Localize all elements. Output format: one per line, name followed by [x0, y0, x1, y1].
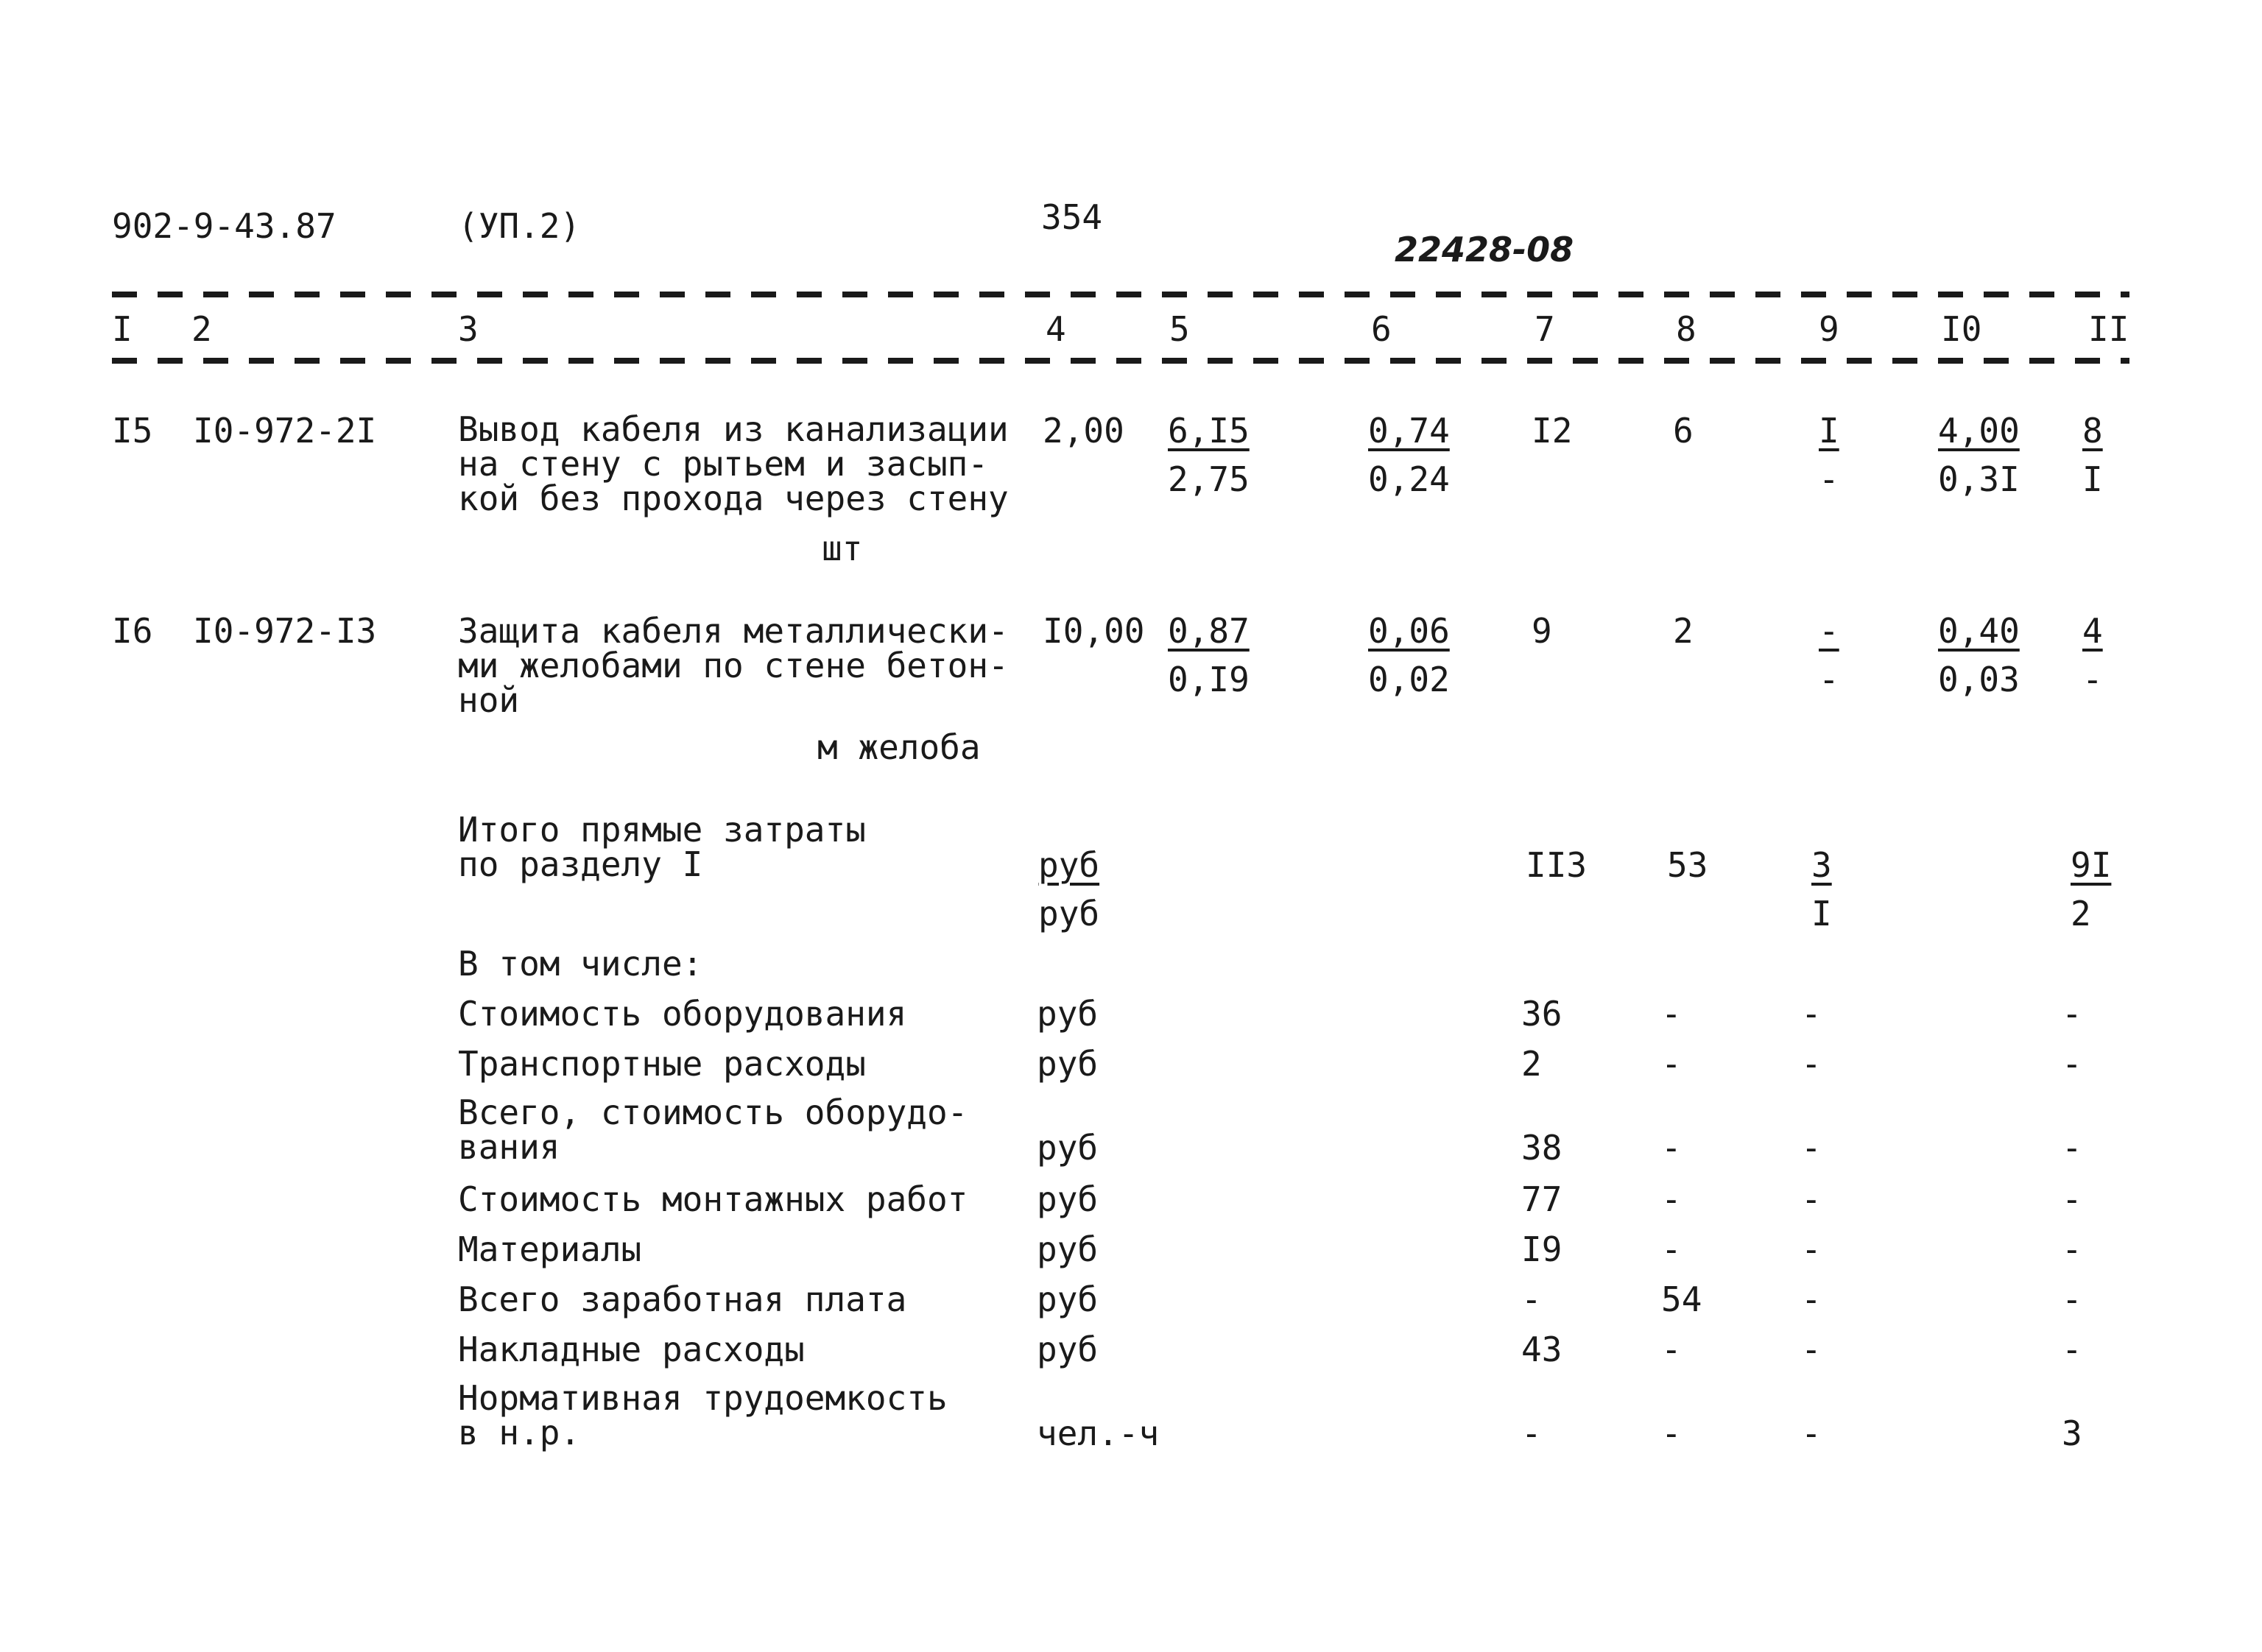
column-header-4: 4	[1046, 309, 1066, 349]
breakdown-col11: -	[2062, 1229, 2082, 1269]
column-header-10: I0	[1941, 309, 1982, 349]
breakdown-unit: руб	[1037, 1128, 1099, 1168]
breakdown-col8: 54	[1661, 1279, 1702, 1319]
item-unit: м желоба	[817, 727, 981, 767]
breakdown-col8: -	[1661, 1330, 1682, 1369]
breakdown-label: Накладные расходы	[458, 1330, 805, 1369]
item-number: I6	[112, 611, 153, 651]
col6-bottom: 0,24	[1368, 459, 1450, 499]
col10-bottom: 0,3I	[1938, 459, 2020, 499]
breakdown-col8: -	[1661, 1179, 1682, 1219]
item-number: I5	[112, 411, 153, 451]
bottom-dashed-rule	[112, 358, 2129, 364]
breakdown-label: Всего, стоимость оборудо- вания	[458, 1092, 968, 1167]
item-code: I0-972-I3	[193, 611, 377, 651]
breakdown-col7: -	[1521, 1413, 1542, 1453]
breakdown-col11: -	[2062, 1179, 2082, 1219]
column-header-5: 5	[1169, 309, 1190, 349]
col7-value: 9	[1532, 611, 1552, 651]
breakdown-col7: I9	[1521, 1229, 1562, 1269]
breakdown-unit: руб	[1037, 994, 1099, 1034]
totals-col9-top: 3	[1811, 845, 1832, 885]
section-label: (УП.2)	[458, 206, 581, 246]
document-code: 902-9-43.87	[112, 206, 337, 246]
including-label: В том числе:	[458, 944, 703, 984]
col5-bottom: 0,I9	[1168, 660, 1250, 699]
breakdown-col11: -	[2062, 1044, 2082, 1084]
breakdown-col9: -	[1801, 1044, 1822, 1084]
col10-top: 0,40	[1938, 611, 2020, 651]
breakdown-label: Стоимость монтажных работ	[458, 1179, 968, 1219]
col11-top: 8	[2082, 411, 2103, 451]
col11-bottom: -	[2082, 660, 2103, 699]
breakdown-col9: -	[1801, 1330, 1822, 1369]
top-dashed-rule	[112, 292, 2129, 297]
breakdown-col9: -	[1801, 1179, 1822, 1219]
col6-bottom: 0,02	[1368, 660, 1450, 699]
breakdown-unit: руб	[1037, 1330, 1099, 1369]
col10-bottom: 0,03	[1938, 660, 2020, 699]
breakdown-col9: -	[1801, 1229, 1822, 1269]
breakdown-label: Транспортные расходы	[458, 1044, 866, 1084]
breakdown-label: Материалы	[458, 1229, 642, 1269]
breakdown-unit: руб	[1037, 1179, 1099, 1219]
column-header-1: I	[112, 309, 133, 349]
breakdown-col8: -	[1661, 994, 1682, 1034]
breakdown-label: Стоимость оборудования	[458, 994, 907, 1034]
col5-bottom: 2,75	[1168, 459, 1250, 499]
col10-top: 4,00	[1938, 411, 2020, 451]
col8-value: 6	[1673, 411, 1694, 451]
col6-top: 0,74	[1368, 411, 1450, 451]
breakdown-col7: 43	[1521, 1330, 1562, 1369]
item-description: Вывод кабеля из канализации на стену с рытьем и засып- кой без прохода через стену	[458, 409, 1009, 518]
item-code: I0-972-2I	[193, 411, 377, 451]
column-header-2: 2	[191, 309, 212, 349]
col9-bottom: -	[1819, 459, 1839, 499]
breakdown-label: Нормативная трудоемкость в н.р.	[458, 1378, 948, 1452]
breakdown-col9: -	[1801, 1128, 1822, 1168]
breakdown-label: Всего заработная плата	[458, 1279, 907, 1319]
item-description: Защита кабеля металлически- ми желобами по стене бетон- ной	[458, 611, 1009, 720]
col9-bottom: -	[1819, 660, 1839, 699]
breakdown-unit: руб	[1037, 1229, 1099, 1269]
totals-col11-top: 9I	[2071, 845, 2112, 885]
item-quantity: 2,00	[1043, 411, 1124, 451]
breakdown-col7: 38	[1521, 1128, 1562, 1168]
col5-top: 6,I5	[1168, 411, 1250, 451]
totals-col11-bottom: 2	[2071, 894, 2091, 933]
col9-top: I	[1819, 411, 1839, 451]
handwritten-stamp: 22428-08	[1395, 230, 1574, 269]
breakdown-col11: 3	[2062, 1413, 2082, 1453]
totals-col7: II3	[1526, 845, 1588, 885]
col11-bottom: I	[2082, 459, 2103, 499]
col6-top: 0,06	[1368, 611, 1450, 651]
breakdown-col8: -	[1661, 1044, 1682, 1084]
breakdown-unit: руб	[1037, 1044, 1099, 1084]
item-quantity: I0,00	[1043, 611, 1145, 651]
breakdown-col11: -	[2062, 1279, 2082, 1319]
breakdown-col8: -	[1661, 1229, 1682, 1269]
column-header-7: 7	[1535, 309, 1555, 349]
column-header-6: 6	[1371, 309, 1392, 349]
breakdown-col7: 2	[1521, 1044, 1542, 1084]
breakdown-col7: 77	[1521, 1179, 1562, 1219]
breakdown-col11: -	[2062, 1128, 2082, 1168]
totals-col9-bottom: I	[1811, 894, 1832, 933]
breakdown-unit: руб	[1037, 1279, 1099, 1319]
totals-unit-bottom: руб	[1038, 894, 1100, 933]
breakdown-col9: -	[1801, 994, 1822, 1034]
breakdown-col11: -	[2062, 994, 2082, 1034]
item-unit: шт	[822, 529, 863, 568]
col8-value: 2	[1673, 611, 1694, 651]
column-header-11: II	[2088, 309, 2129, 349]
totals-col8: 53	[1667, 845, 1708, 885]
breakdown-col7: 36	[1521, 994, 1562, 1034]
column-header-3: 3	[458, 309, 479, 349]
breakdown-col11: -	[2062, 1330, 2082, 1369]
column-header-9: 9	[1819, 309, 1839, 349]
breakdown-col9: -	[1801, 1413, 1822, 1453]
col5-top: 0,87	[1168, 611, 1250, 651]
totals-label: Итого прямые затраты по разделу I	[458, 810, 866, 884]
col7-value: I2	[1532, 411, 1573, 451]
col9-top: -	[1819, 611, 1839, 651]
totals-unit-top: руб	[1038, 845, 1100, 885]
page-number: 354	[1041, 197, 1103, 237]
breakdown-col8: -	[1661, 1128, 1682, 1168]
column-header-8: 8	[1676, 309, 1696, 349]
breakdown-col7: -	[1521, 1279, 1542, 1319]
col11-top: 4	[2082, 611, 2103, 651]
breakdown-col8: -	[1661, 1413, 1682, 1453]
breakdown-unit: чел.-ч	[1037, 1413, 1160, 1453]
breakdown-col9: -	[1801, 1279, 1822, 1319]
